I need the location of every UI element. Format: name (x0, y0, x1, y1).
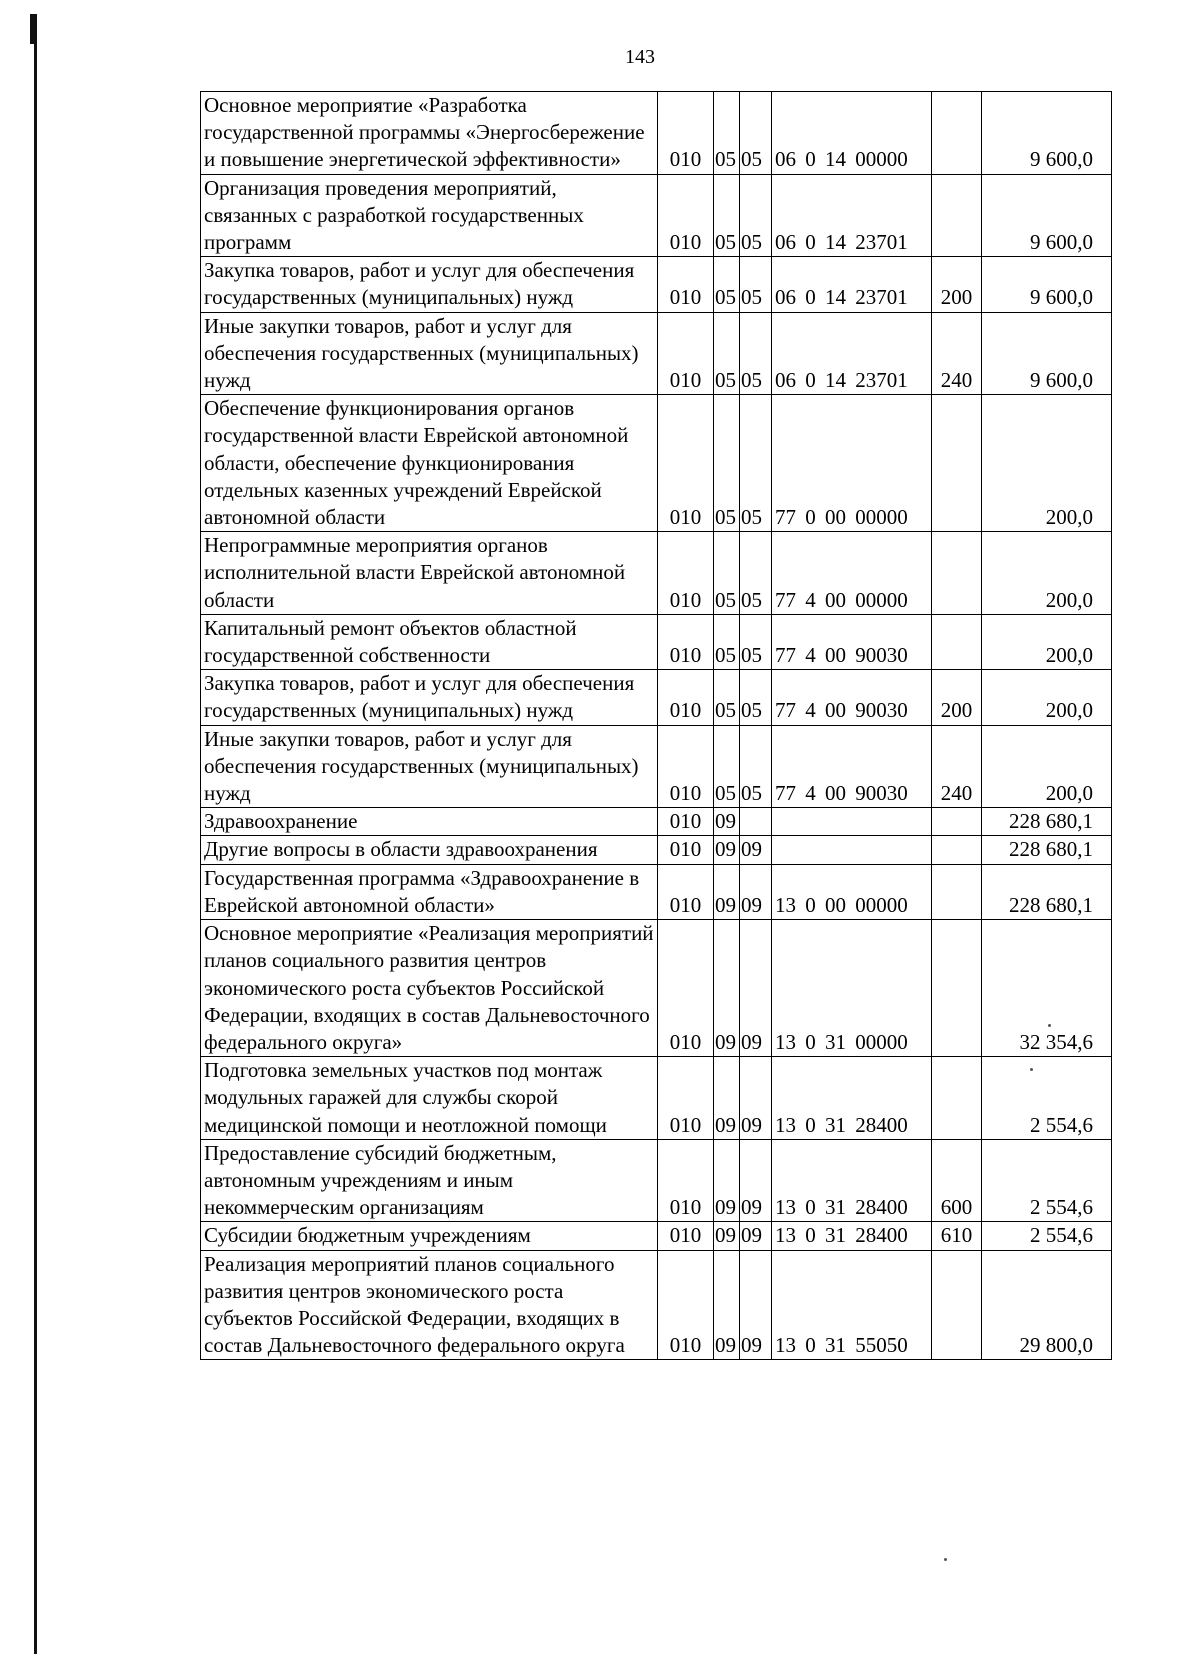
subsection-code-cell: 05 (740, 92, 772, 175)
section-code-cell: 09 (714, 1057, 740, 1140)
table-row (201, 1250, 1112, 1360)
grbs-code-cell: 010 (658, 257, 714, 312)
amount-cell: 2 554,6 (982, 1222, 1112, 1250)
grbs-code-cell: 010 (658, 920, 714, 1057)
expense-name-cell: Капитальный ремонт объектов областной государственной собственности (201, 614, 658, 669)
target-article-cell: 13 0 31 00000 (772, 920, 932, 1057)
expense-type-cell (932, 395, 982, 532)
amount-cell: 2 554,6 (982, 1139, 1112, 1222)
scan-speck (1048, 1024, 1051, 1027)
subsection-code-cell: 05 (740, 312, 772, 395)
table-row (201, 257, 1112, 312)
expense-name-cell: Реализация мероприятий планов социального развития центров экономического роста субъектов Российской Федерации, входящих в состав Дальневосточного федерального округа (201, 1250, 658, 1360)
subsection-code-cell: 09 (740, 864, 772, 919)
expense-type-cell (932, 1057, 982, 1140)
grbs-code-cell: 010 (658, 670, 714, 725)
table-row (201, 1139, 1112, 1222)
expense-type-cell (932, 614, 982, 669)
expense-type-cell (932, 92, 982, 175)
subsection-code-cell: 05 (740, 174, 772, 257)
section-code-cell: 05 (714, 532, 740, 615)
section-code-cell: 09 (714, 808, 740, 836)
grbs-code-cell: 010 (658, 395, 714, 532)
expense-type-cell: 240 (932, 312, 982, 395)
expense-type-cell (932, 1250, 982, 1360)
expense-type-cell (932, 864, 982, 919)
expense-name-cell: Закупка товаров, работ и услуг для обеспечения государственных (муниципальных) нужд (201, 670, 658, 725)
table-row (201, 670, 1112, 725)
subsection-code-cell: 09 (740, 1250, 772, 1360)
expense-name-cell: Основное мероприятие «Реализация мероприятий планов социального развития центров экономического роста субъектов Российской Федерации, входящих в состав Дальневосточного федерального округа» (201, 920, 658, 1057)
grbs-code-cell: 010 (658, 614, 714, 669)
subsection-code-cell: 05 (740, 670, 772, 725)
expense-type-cell: 610 (932, 1222, 982, 1250)
section-code-cell: 05 (714, 312, 740, 395)
binding-edge-line (34, 14, 37, 1654)
expense-name-cell: Здравоохранение (201, 808, 658, 836)
amount-cell: 200,0 (982, 614, 1112, 669)
amount-cell: 32 354,6 (982, 920, 1112, 1057)
section-code-cell: 05 (714, 395, 740, 532)
target-article-cell: 13 0 31 28400 (772, 1139, 932, 1222)
target-article-cell: 77 4 00 90030 (772, 614, 932, 669)
expense-name-cell: Организация проведения мероприятий, связанных с разработкой государственных программ (201, 174, 658, 257)
expense-name-cell: Основное мероприятие «Разработка государственной программы «Энергосбережение и повышение энергетической эффективности» (201, 92, 658, 175)
subsection-code-cell (740, 808, 772, 836)
table-row (201, 312, 1112, 395)
subsection-code-cell: 09 (740, 836, 772, 864)
target-article-cell: 13 0 31 55050 (772, 1250, 932, 1360)
section-code-cell: 09 (714, 864, 740, 919)
grbs-code-cell: 010 (658, 1222, 714, 1250)
section-code-cell: 09 (714, 920, 740, 1057)
amount-cell: 228 680,1 (982, 808, 1112, 836)
scan-speck (944, 1558, 947, 1561)
section-code-cell: 09 (714, 1222, 740, 1250)
section-code-cell: 09 (714, 836, 740, 864)
table-row (201, 174, 1112, 257)
budget-table-body (201, 92, 1112, 1360)
subsection-code-cell: 05 (740, 725, 772, 808)
target-article-cell: 06 0 14 23701 (772, 312, 932, 395)
table-row (201, 1057, 1112, 1140)
expense-type-cell: 600 (932, 1139, 982, 1222)
expense-type-cell (932, 808, 982, 836)
subsection-code-cell: 05 (740, 395, 772, 532)
target-article-cell: 77 4 00 00000 (772, 532, 932, 615)
amount-cell: 228 680,1 (982, 864, 1112, 919)
grbs-code-cell: 010 (658, 1057, 714, 1140)
amount-cell: 9 600,0 (982, 92, 1112, 175)
expense-name-cell: Обеспечение функционирования органов государственной власти Еврейской автономной области, обеспечение функционирования отдельных казенных учреждений Еврейской автономной области (201, 395, 658, 532)
table-row (201, 92, 1112, 175)
grbs-code-cell: 010 (658, 808, 714, 836)
amount-cell: 200,0 (982, 532, 1112, 615)
section-code-cell: 05 (714, 174, 740, 257)
amount-cell: 9 600,0 (982, 257, 1112, 312)
section-code-cell: 09 (714, 1139, 740, 1222)
expense-name-cell: Непрограммные мероприятия органов исполнительной власти Еврейской автономной области (201, 532, 658, 615)
table-row (201, 725, 1112, 808)
grbs-code-cell: 010 (658, 1250, 714, 1360)
grbs-code-cell: 010 (658, 725, 714, 808)
section-code-cell: 05 (714, 614, 740, 669)
page-number: 143 (625, 46, 655, 68)
grbs-code-cell: 010 (658, 836, 714, 864)
target-article-cell: 06 0 14 23701 (772, 174, 932, 257)
table-row (201, 808, 1112, 836)
target-article-cell (772, 808, 932, 836)
expense-type-cell (932, 174, 982, 257)
table-row (201, 1222, 1112, 1250)
budget-table (200, 91, 1112, 1360)
amount-cell: 2 554,6 (982, 1057, 1112, 1140)
expense-name-cell: Подготовка земельных участков под монтаж модульных гаражей для службы скорой медицинской помощи и неотложной помощи (201, 1057, 658, 1140)
expense-name-cell: Субсидии бюджетным учреждениям (201, 1222, 658, 1250)
expense-type-cell: 240 (932, 725, 982, 808)
target-article-cell: 77 4 00 90030 (772, 670, 932, 725)
target-article-cell: 77 4 00 90030 (772, 725, 932, 808)
table-row (201, 920, 1112, 1057)
section-code-cell: 05 (714, 257, 740, 312)
section-code-cell: 05 (714, 725, 740, 808)
amount-cell: 228 680,1 (982, 836, 1112, 864)
expense-name-cell: Предоставление субсидий бюджетным, автономным учреждениям и иным некоммерческим организациям (201, 1139, 658, 1222)
table-row (201, 395, 1112, 532)
expense-name-cell: Закупка товаров, работ и услуг для обеспечения государственных (муниципальных) нужд (201, 257, 658, 312)
section-code-cell: 05 (714, 670, 740, 725)
target-article-cell (772, 836, 932, 864)
expense-name-cell: Государственная программа «Здравоохранение в Еврейской автономной области» (201, 864, 658, 919)
expense-type-cell: 200 (932, 257, 982, 312)
expense-type-cell (932, 836, 982, 864)
amount-cell: 29 800,0 (982, 1250, 1112, 1360)
expense-type-cell (932, 532, 982, 615)
target-article-cell: 77 0 00 00000 (772, 395, 932, 532)
section-code-cell: 09 (714, 1250, 740, 1360)
table-row (201, 532, 1112, 615)
subsection-code-cell: 09 (740, 1222, 772, 1250)
target-article-cell: 06 0 14 23701 (772, 257, 932, 312)
subsection-code-cell: 09 (740, 1057, 772, 1140)
target-article-cell: 13 0 00 00000 (772, 864, 932, 919)
expense-name-cell: Другие вопросы в области здравоохранения (201, 836, 658, 864)
amount-cell: 200,0 (982, 725, 1112, 808)
amount-cell: 200,0 (982, 670, 1112, 725)
target-article-cell: 13 0 31 28400 (772, 1222, 932, 1250)
expense-type-cell: 200 (932, 670, 982, 725)
subsection-code-cell: 09 (740, 1139, 772, 1222)
subsection-code-cell: 09 (740, 920, 772, 1057)
subsection-code-cell: 05 (740, 532, 772, 615)
expense-type-cell (932, 920, 982, 1057)
subsection-code-cell: 05 (740, 257, 772, 312)
grbs-code-cell: 010 (658, 864, 714, 919)
section-code-cell: 05 (714, 92, 740, 175)
grbs-code-cell: 010 (658, 174, 714, 257)
scan-speck (1030, 1068, 1033, 1071)
table-row (201, 836, 1112, 864)
table-row (201, 614, 1112, 669)
grbs-code-cell: 010 (658, 532, 714, 615)
target-article-cell: 13 0 31 28400 (772, 1057, 932, 1140)
grbs-code-cell: 010 (658, 92, 714, 175)
expense-name-cell: Иные закупки товаров, работ и услуг для обеспечения государственных (муниципальных) нужд (201, 725, 658, 808)
grbs-code-cell: 010 (658, 312, 714, 395)
grbs-code-cell: 010 (658, 1139, 714, 1222)
table-row (201, 864, 1112, 919)
binding-edge-mark (30, 14, 36, 44)
amount-cell: 9 600,0 (982, 174, 1112, 257)
subsection-code-cell: 05 (740, 614, 772, 669)
target-article-cell: 06 0 14 00000 (772, 92, 932, 175)
expense-name-cell: Иные закупки товаров, работ и услуг для обеспечения государственных (муниципальных) нужд (201, 312, 658, 395)
amount-cell: 200,0 (982, 395, 1112, 532)
amount-cell: 9 600,0 (982, 312, 1112, 395)
